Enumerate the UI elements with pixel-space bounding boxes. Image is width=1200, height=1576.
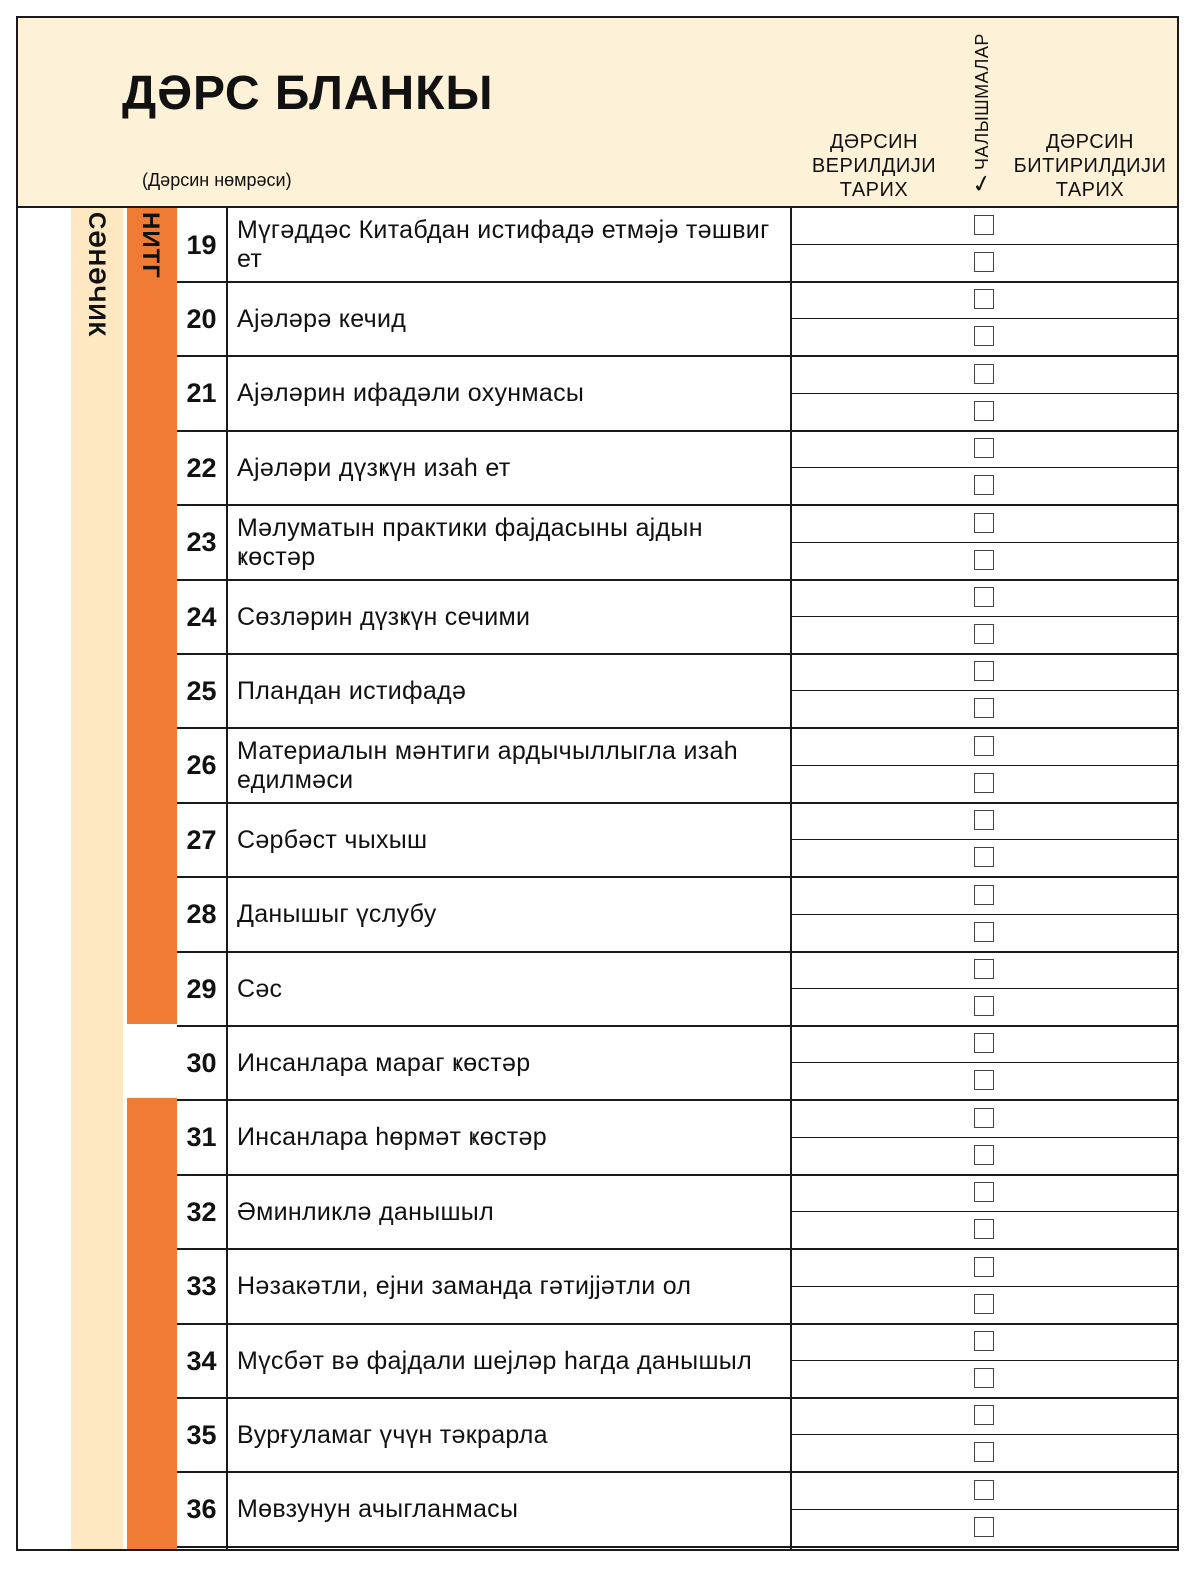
number-column-divider bbox=[226, 208, 228, 1551]
practice-checkbox[interactable] bbox=[974, 252, 994, 272]
practice-checkbox[interactable] bbox=[974, 1145, 994, 1165]
practice-checkbox[interactable] bbox=[974, 773, 994, 793]
practice-checkbox[interactable] bbox=[974, 215, 994, 235]
date-line-divider bbox=[790, 1286, 1179, 1287]
lesson-title: Материалын мәнтиги ардычыллыгла изаһ едилмәси bbox=[237, 736, 738, 794]
lesson-title: Ајәләрә кечид bbox=[237, 304, 407, 333]
date-line-divider bbox=[790, 1509, 1179, 1510]
practice-checkbox[interactable] bbox=[974, 326, 994, 346]
lesson-row bbox=[177, 580, 1179, 654]
practice-checkbox[interactable] bbox=[974, 959, 994, 979]
practice-checkbox[interactable] bbox=[974, 1033, 994, 1053]
practice-checkbox[interactable] bbox=[974, 624, 994, 644]
lesson-title: Вурғуламаг үчүн тәкрарла bbox=[237, 1420, 548, 1449]
lesson-title: Мәлуматын практики фајдасыны ајдын ҝөстәр bbox=[237, 513, 703, 571]
date-line-divider bbox=[790, 765, 1179, 766]
practice-checkbox[interactable] bbox=[974, 1294, 994, 1314]
practice-checkbox[interactable] bbox=[974, 1442, 994, 1462]
date-line-divider bbox=[790, 1434, 1179, 1435]
lesson-number: 35 bbox=[186, 1419, 217, 1450]
lesson-number: 28 bbox=[186, 899, 217, 930]
practice-checkbox[interactable] bbox=[974, 810, 994, 830]
lesson-row bbox=[177, 878, 1179, 952]
practice-checkbox[interactable] bbox=[974, 289, 994, 309]
lesson-row bbox=[177, 654, 1179, 728]
practice-checkbox[interactable] bbox=[974, 401, 994, 421]
column-header-practice bbox=[964, 22, 1004, 204]
date-line-divider bbox=[790, 244, 1179, 245]
practice-checkbox[interactable] bbox=[974, 1257, 994, 1277]
section-label-orange bbox=[127, 208, 177, 328]
practice-checkbox[interactable] bbox=[974, 736, 994, 756]
lesson-number: 30 bbox=[186, 1047, 217, 1078]
date-line-divider bbox=[790, 988, 1179, 989]
lesson-number-caption: (Дәрсин нөмрәси) bbox=[142, 170, 292, 190]
lesson-number: 19 bbox=[186, 229, 217, 260]
date-line-divider bbox=[790, 616, 1179, 617]
lesson-title: Сәрбәст чыхыш bbox=[237, 825, 428, 854]
practice-checkbox[interactable] bbox=[974, 1405, 994, 1425]
row-divider bbox=[177, 1546, 1179, 1548]
lesson-number: 24 bbox=[186, 601, 217, 632]
lesson-row bbox=[177, 506, 1179, 580]
date-line-divider bbox=[790, 1137, 1179, 1138]
date-line-divider bbox=[790, 1062, 1179, 1063]
lesson-number: 26 bbox=[186, 750, 217, 781]
column-header-date-given: ДƏРСИН ВЕРИЛДИЈИ ТАРИХ bbox=[811, 131, 937, 201]
lesson-row bbox=[177, 1324, 1179, 1398]
lesson-form bbox=[16, 16, 1179, 1551]
lesson-title: Сәс bbox=[237, 974, 283, 1003]
lesson-title: Пландан истифадә bbox=[237, 676, 467, 705]
practice-checkbox[interactable] bbox=[974, 1480, 994, 1500]
lesson-row bbox=[177, 729, 1179, 803]
dates-column-divider bbox=[790, 208, 792, 1551]
practice-checkbox[interactable] bbox=[974, 364, 994, 384]
practice-checkbox[interactable] bbox=[974, 698, 994, 718]
practice-checkbox[interactable] bbox=[974, 1108, 994, 1128]
lesson-title: Инсанлара мараг ҝөстәр bbox=[237, 1048, 531, 1077]
side-label-left: СӘНӘЧИК bbox=[83, 212, 110, 338]
lesson-row bbox=[177, 282, 1179, 356]
practice-checkbox[interactable] bbox=[974, 475, 994, 495]
lesson-number: 36 bbox=[186, 1494, 217, 1525]
lesson-number: 20 bbox=[186, 303, 217, 334]
side-label-orange: НИТГ bbox=[137, 212, 164, 279]
section-strip-cream bbox=[71, 208, 123, 1551]
practice-checkbox[interactable] bbox=[974, 885, 994, 905]
form-title: ДƏРС БЛАНКЫ bbox=[122, 67, 494, 120]
section-strip-orange-bottom bbox=[127, 1098, 177, 1551]
lesson-number: 34 bbox=[186, 1345, 217, 1376]
date-line-divider bbox=[790, 839, 1179, 840]
practice-checkbox[interactable] bbox=[974, 1070, 994, 1090]
column-header-date-completed: ДƏРСИН БИТИРИЛДИЈИ ТАРИХ bbox=[1013, 131, 1167, 201]
date-line-divider bbox=[790, 1211, 1179, 1212]
practice-checkbox[interactable] bbox=[974, 550, 994, 570]
practice-checkbox[interactable] bbox=[974, 438, 994, 458]
practice-checkbox[interactable] bbox=[974, 661, 994, 681]
date-line-divider bbox=[790, 914, 1179, 915]
lesson-title: Инсанлара һөрмәт ҝөстәр bbox=[237, 1123, 547, 1152]
lesson-title: Нәзакәтли, ејни заманда гәтијјәтли ол bbox=[237, 1272, 692, 1301]
date-line-divider bbox=[790, 542, 1179, 543]
practice-checkbox[interactable] bbox=[974, 922, 994, 942]
lesson-row bbox=[177, 1398, 1179, 1472]
lesson-title: Мүгәддәс Китабдан истифадә етмәјә тәшвиг ет bbox=[237, 216, 770, 273]
lesson-number: 25 bbox=[186, 675, 217, 706]
date-line-divider bbox=[790, 1360, 1179, 1361]
lesson-number: 21 bbox=[186, 378, 217, 409]
practice-checkbox[interactable] bbox=[974, 996, 994, 1016]
date-line-divider bbox=[790, 318, 1179, 319]
lesson-title: Мүсбәт вә фајдали шејләр һагда данышыл bbox=[237, 1346, 752, 1375]
lesson-row bbox=[177, 1101, 1179, 1175]
lesson-number: 32 bbox=[186, 1196, 217, 1227]
section-label-left bbox=[71, 208, 123, 398]
lesson-row bbox=[177, 1175, 1179, 1249]
lesson-number: 29 bbox=[186, 973, 217, 1004]
date-line-divider bbox=[790, 690, 1179, 691]
practice-checkbox[interactable] bbox=[974, 1368, 994, 1388]
lesson-title: Әминликлә данышыл bbox=[237, 1197, 494, 1226]
lesson-row bbox=[177, 357, 1179, 431]
lesson-row bbox=[177, 1026, 1179, 1100]
section-strip-orange-top bbox=[127, 208, 177, 1024]
lesson-row bbox=[177, 1250, 1179, 1324]
lesson-row bbox=[177, 431, 1179, 505]
form-header bbox=[18, 18, 1177, 208]
lesson-number: 33 bbox=[186, 1271, 217, 1302]
practice-checkbox[interactable] bbox=[974, 847, 994, 867]
lesson-number: 22 bbox=[186, 452, 217, 483]
lesson-row bbox=[177, 803, 1179, 877]
lesson-title: Мөвзунун ачыгланмасы bbox=[237, 1495, 519, 1524]
lesson-row bbox=[177, 1473, 1179, 1547]
lesson-row bbox=[177, 208, 1179, 282]
lesson-title: Ајәләри дүзҝүн изаһ ет bbox=[237, 453, 511, 482]
practice-checkbox[interactable] bbox=[974, 1517, 994, 1537]
practice-checkbox[interactable] bbox=[974, 513, 994, 533]
lesson-number: 23 bbox=[186, 527, 217, 558]
lesson-row bbox=[177, 952, 1179, 1026]
check-mark-icon: ✓ bbox=[969, 169, 995, 200]
lesson-title: Данышыг үслубу bbox=[237, 900, 437, 929]
date-line-divider bbox=[790, 393, 1179, 394]
practice-checkbox[interactable] bbox=[974, 1331, 994, 1351]
lesson-number: 27 bbox=[186, 824, 217, 855]
lesson-title: Сөзләрин дүзҝүн сечими bbox=[237, 602, 531, 631]
lesson-title: Ајәләрин ифадәли охунмасы bbox=[237, 379, 585, 408]
practice-checkbox[interactable] bbox=[974, 587, 994, 607]
practice-label: ЧАЛЫШМАЛАР bbox=[972, 33, 992, 170]
date-line-divider bbox=[790, 467, 1179, 468]
form-body bbox=[18, 208, 1177, 1551]
practice-checkbox[interactable] bbox=[974, 1219, 994, 1239]
lesson-number: 31 bbox=[186, 1122, 217, 1153]
practice-checkbox[interactable] bbox=[974, 1182, 994, 1202]
